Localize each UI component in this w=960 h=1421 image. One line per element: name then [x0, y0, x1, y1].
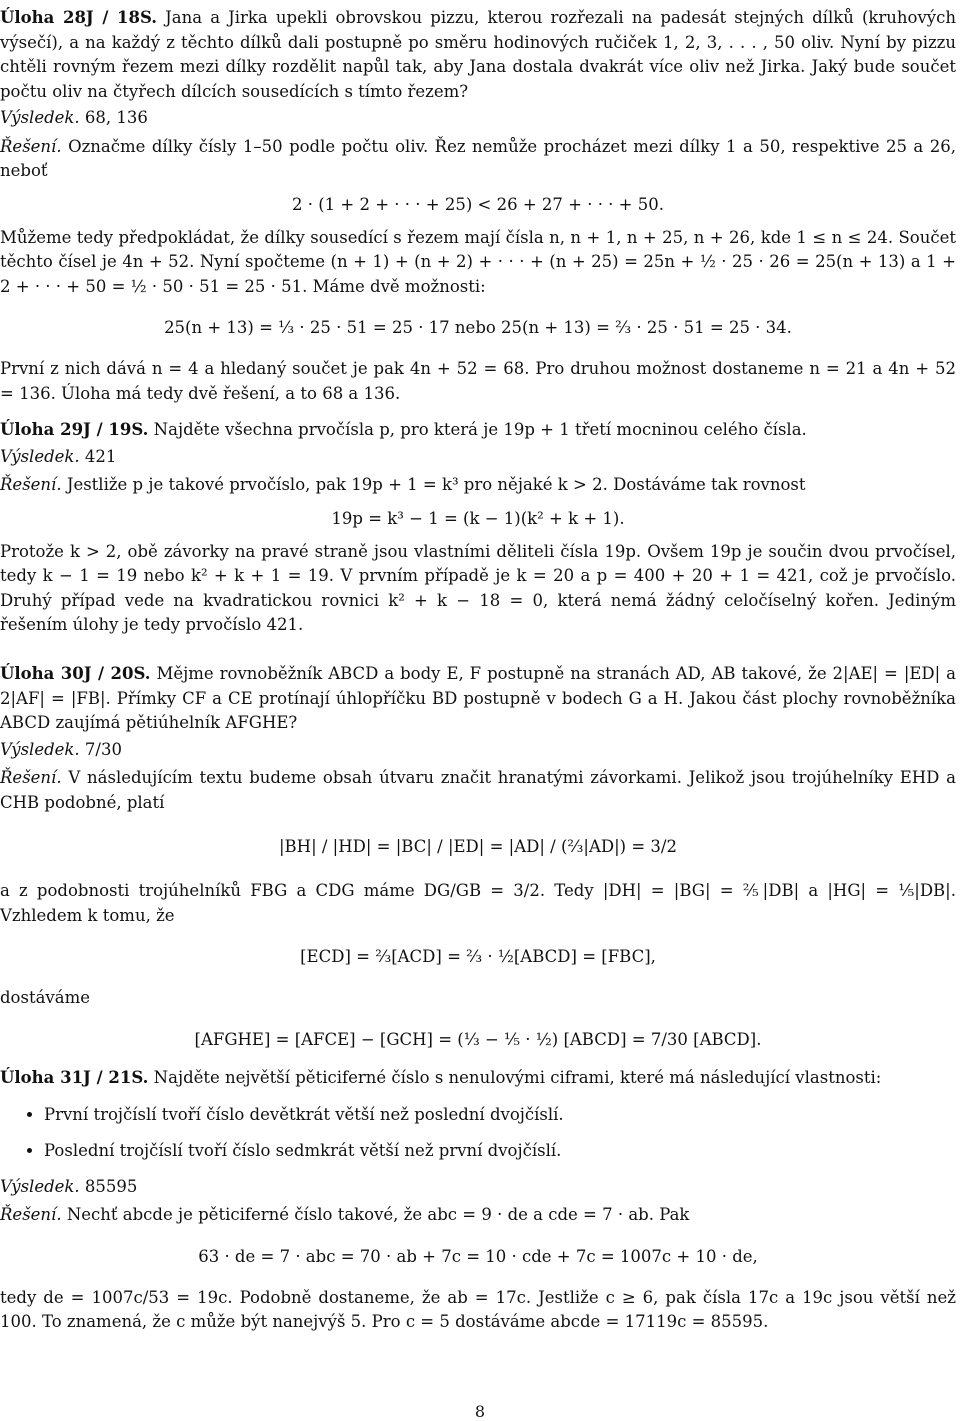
- equation: 25(n + 13) = ⅓ · 25 · 51 = 25 · 17 nebo 25(n + 13) = ⅔ · 25 · 51 = 25 · 34.: [164, 318, 792, 337]
- problem-29: [0, 418, 956, 638]
- solution-text: Označme dílky čísly 1–50 podle počtu oliv. Řez nemůže procházet mezi dílky 1 a 50, respektive 25 a 26, neboť: [0, 136, 956, 180]
- problem-text: Jana a Jirka upekli obrovskou pizzu, kterou rozřezali na padesát stejných dílků (kruhových výsečí), a na každý z těchto dílků dali postupně po směru hodinových ručiček 1, 2, 3, . . . , 50 oliv. Nyní by pizzu chtěli rovným řezem mezi dílky rozdělit napůl tak, aby Jana dostala dvakrát více oliv než Jirka. Jaký bude součet počtu oliv na čtyřech dílcích sousedících s tímto řezem?: [0, 8, 956, 101]
- problem-text: Najděte největší pěticiferné číslo s nenulovými ciframi, které má následující vlastnosti:: [153, 1068, 882, 1087]
- solution-text: Jestliže p je takové prvočíslo, pak 19p + 1 = k³ pro nějaké k > 2. Dostáváme tak rovnost: [66, 475, 806, 494]
- problem-heading: Úloha 28J / 18S.: [0, 8, 158, 27]
- result-label: Výsledek.: [0, 446, 80, 466]
- solution-text: Nechť abcde je pěticiferné číslo takové, že abc = 9 · de a cde = 7 · ab. Pak: [66, 1205, 690, 1224]
- equation: [ECD] = ⅔[ACD] = ⅔ · ½[ABCD] = [FBC],: [300, 947, 656, 966]
- list-item: • Poslední trojčíslí tvoří číslo sedmkrát větší než první dvojčíslí.: [44, 1133, 956, 1169]
- solution-intro: [0, 135, 956, 184]
- paragraph: Protože k > 2, obě závorky na pravé straně jsou vlastními děliteli čísla 19p. Ovšem 19p je součin dvou prvočísel, tedy k − 1 = 19 nebo k² + k + 1 = 19. V prvním případě je k = 20 a p = 400 + 20 + 1 = 421, což je prvočíslo. Druhý případ vede na kvadratickou rovnici k² + k − 18 = 0, která nemá žádný celočíselný kořen. Jediným řešením úlohy je tedy prvočíslo 421.: [0, 541, 956, 634]
- problem-heading: Úloha 29J / 19S.: [0, 420, 149, 439]
- paragraph: a z podobnosti trojúhelníků FBG a CDG máme DG/GB = 3/2. Tedy |DH| = |BG| = ⅖|DB| a |HG| = ⅕|DB|. Vzhledem k tomu, že: [0, 881, 956, 925]
- problem-text: Mějme rovnoběžník ABCD a body E, F postupně na stranách AD, AB takové, že 2|AE| = |ED| a 2|AF| = |FB|. Přímky CF a CE protínají úhlopříčku BD postupně v bodech G a H. Jakou část plochy rovnoběžníka ABCD zaujímá pětiúhelník AFGHE?: [0, 664, 956, 732]
- result-line: [0, 106, 956, 131]
- paragraph: Můžeme tedy předpokládat, že dílky sousedící s řezem mají čísla n, n + 1, n + 25, n + 26, kde 1 ≤ n ≤ 24. Součet těchto čísel je 4n + 52. Nyní spočteme (n + 1) + (n + 2) + · · · + (n + 25) = 25n + ½ · 25 · 26 = 25(n + 13) a 1 + 2 + · · · + 50 = ½ · 50 · 51 = 25 · 51. Máme dvě možnosti:: [0, 227, 956, 296]
- equation: 63 · de = 7 · abc = 70 · ab + 7c = 10 · cde + 7c = 1007c + 10 · de,: [198, 1246, 758, 1266]
- problem-statement: [0, 418, 956, 443]
- solution-text: V následujícím textu budeme obsah útvaru značit hranatými závorkami. Jelikož jsou trojúhelníky EHD a CHB podobné, platí: [0, 768, 956, 812]
- problem-statement: [0, 662, 956, 736]
- problem-text: Najděte všechna prvočísla p, pro která je 19p + 1 třetí mocninou celého čísla.: [153, 420, 807, 439]
- paragraph: dostáváme: [0, 988, 91, 1007]
- condition-list: [0, 1097, 956, 1169]
- problem-heading: Úloha 30J / 20S.: [0, 664, 151, 683]
- solution-intro: [0, 473, 956, 498]
- solution-intro: [0, 766, 956, 815]
- result-label: Výsledek.: [0, 739, 80, 759]
- problem-statement: [0, 1066, 956, 1091]
- solution-label: Řešení.: [0, 1205, 62, 1224]
- solution-intro: [0, 1203, 956, 1228]
- equation: 19p = k³ − 1 = (k − 1)(k² + k + 1).: [331, 508, 625, 528]
- equation: [AFGHE] = [AFCE] − [GCH] = (⅓ − ⅕ · ½) [ABCD] = 7/30 [ABCD].: [194, 1029, 762, 1049]
- problem-heading: Úloha 31J / 21S.: [0, 1068, 149, 1087]
- result-label: Výsledek.: [0, 1176, 80, 1196]
- paragraph: tedy de = 1007c/53 = 19c. Podobně dostaneme, že ab = 17c. Jestliže c ≥ 6, pak čísla 17c a 19c jsou větší než 100. To znamená, že c může být nanejvýš 5. Pro c = 5 dostáváme abcde = 17119c = 85595.: [0, 1287, 956, 1331]
- equation: 2 · (1 + 2 + · · · + 25) < 26 + 27 + · · · + 50.: [292, 194, 664, 214]
- solution-label: Řešení.: [0, 475, 62, 494]
- result-line: [0, 738, 956, 763]
- result-label: Výsledek.: [0, 108, 80, 127]
- result-value: 68, 136: [84, 108, 148, 127]
- paragraph: První z nich dává n = 4 a hledaný součet je pak 4n + 52 = 68. Pro druhou možnost dostaneme n = 21 a 4n + 52 = 136. Úloha má tedy dvě řešení, a to 68 a 136.: [0, 359, 956, 403]
- result-value: 85595: [84, 1176, 138, 1196]
- page-number: 8: [474, 1402, 486, 1421]
- problem-statement: [0, 6, 956, 104]
- problem-31: [0, 1066, 956, 1335]
- problem-30: [0, 662, 956, 1069]
- result-value: 421: [84, 446, 117, 466]
- solution-label: Řešení.: [0, 136, 62, 156]
- result-value: 7/30: [84, 739, 122, 759]
- result-line: [0, 445, 956, 470]
- result-line: [0, 1175, 956, 1200]
- equation: |BH| / |HD| = |BC| / |ED| = |AD| / (⅔|AD|) = 3/2: [279, 837, 677, 856]
- solution-label: Řešení.: [0, 768, 62, 787]
- problem-28: [0, 6, 956, 406]
- list-item: • První trojčíslí tvoří číslo devětkrát větší než poslední dvojčíslí.: [44, 1097, 956, 1133]
